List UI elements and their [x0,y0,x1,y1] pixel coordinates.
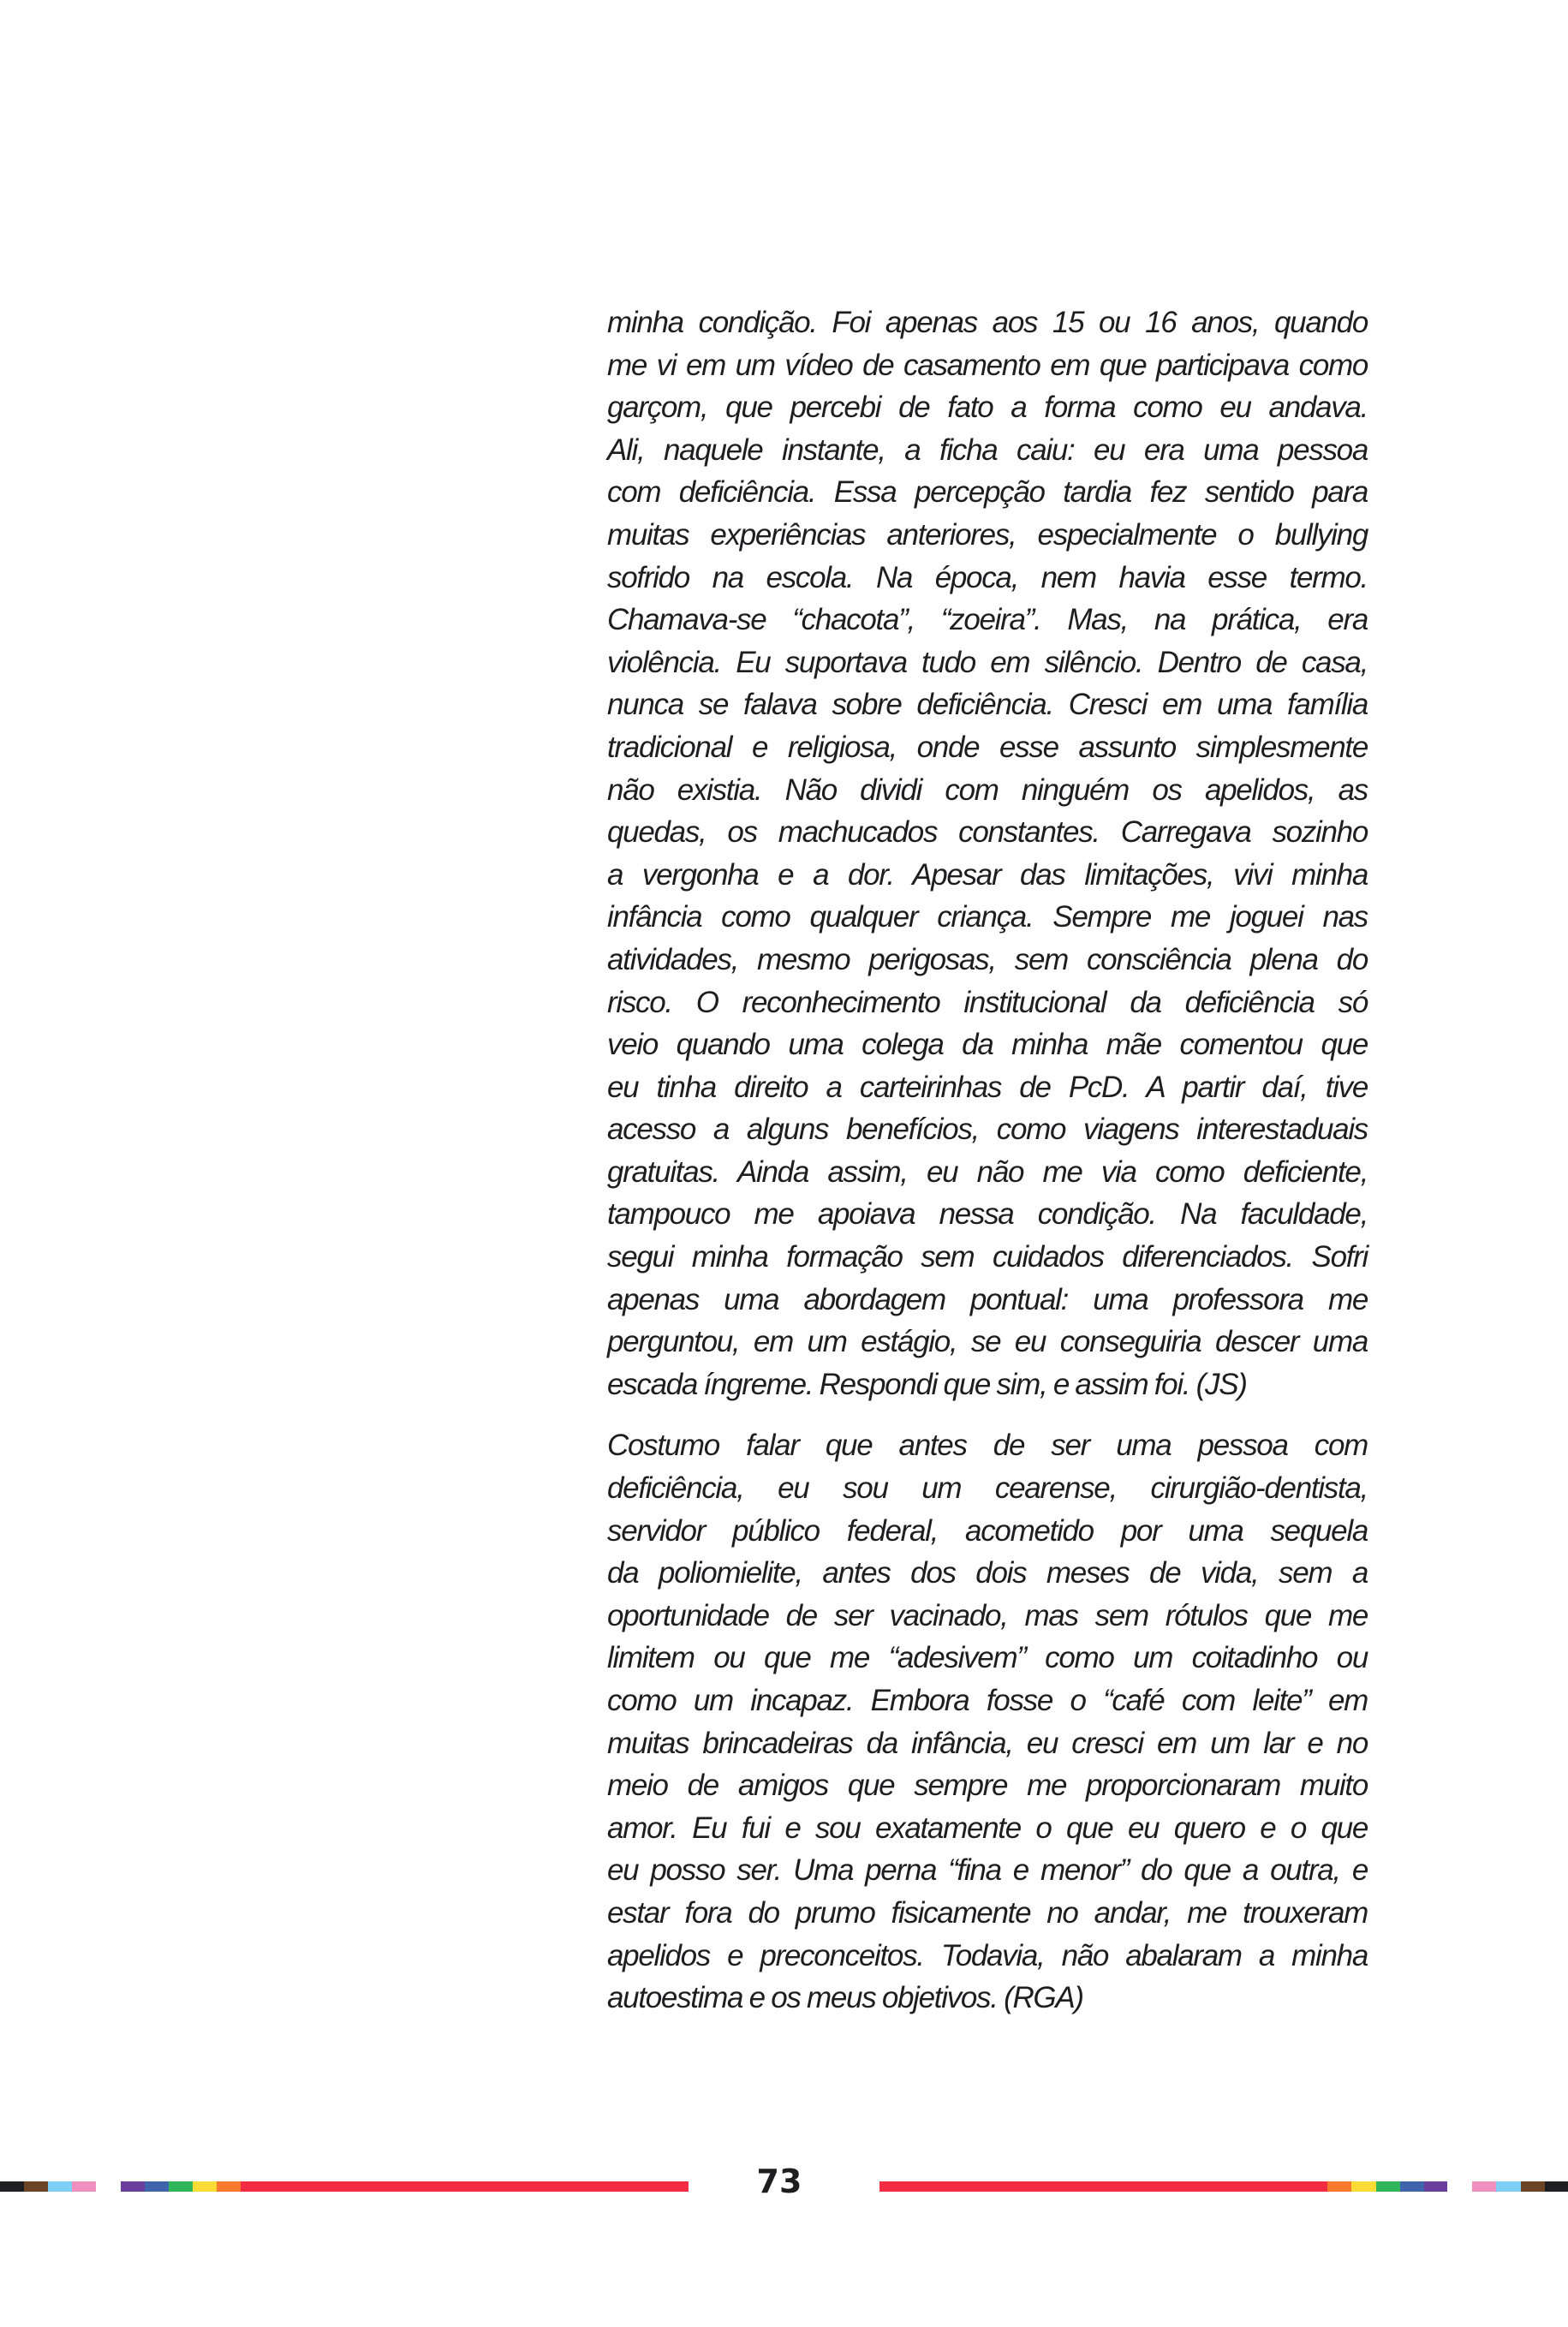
text-line: muitas experiências anteriores, especialmente o bullying [607,517,1368,552]
page-number: 73 [756,2163,802,2200]
text-line: Costumo falar que antes de ser uma pessoa com [607,1429,1368,1463]
text-line: Ali, naquele instante, a ficha caiu: eu era uma pessoa [607,433,1368,467]
text-line: garçom, que percebi de fato a forma como eu andava. [607,391,1368,425]
text-line: meio de amigos que sempre me proporcionaram muito [607,1769,1368,1803]
stripe-segment-red [879,2181,1327,2192]
text-line: acesso a alguns benefícios, como viagens interestaduais [607,1113,1368,1147]
text-line: quedas, os machucados constantes. Carregava sozinho [607,815,1368,850]
stripe-segment-brown [1521,2181,1545,2192]
testimony-paragraph-rga [607,1424,1368,2019]
text-line: me vi em um vídeo de casamento em que participava como [607,348,1368,382]
stripe-segment-yellow [193,2181,217,2192]
text-line: limitem ou que me “adesivem” como um coitadinho ou [607,1641,1368,1675]
text-line: gratuitas. Ainda assim, eu não me via como deficiente, [607,1155,1368,1189]
text-line: atividades, mesmo perigosas, sem consciência plena do [607,942,1368,976]
text-line: oportunidade de ser vacinado, mas sem rótulos que me [607,1598,1368,1632]
text-line: da poliomielite, antes dos dois meses de vida, sem a [607,1556,1368,1590]
stripe-segment-pink [72,2181,96,2192]
text-line: segui minha formação sem cuidados diferenciados. Sofri [607,1240,1368,1274]
text-line: violência. Eu suportava tudo em silêncio. Dentro de casa, [607,645,1368,679]
text-line: autoestima e os meus objetivos. (RGA) [607,1981,1083,2015]
text-line: Chamava-se “chacota”, “zoeira”. Mas, na prática, era [607,603,1368,637]
stripe-segment-light-blue [1496,2181,1521,2192]
text-line: servidor público federal, acometido por uma sequela [607,1513,1368,1548]
testimony-paragraph-js [607,301,1368,1405]
text-line: muitas brincadeiras da infância, eu cresci em um lar e no [607,1726,1368,1760]
stripe-segment-pink [1472,2181,1496,2192]
text-line: minha condição. Foi apenas aos 15 ou 16 anos, quando [607,306,1368,339]
stripe-segment-green [1376,2181,1400,2192]
stripe-segment-purple [1424,2181,1447,2192]
stripe-segment-yellow [1351,2181,1376,2192]
text-line: apelidos e preconceitos. Todavia, não abalaram a minha [607,1938,1368,1972]
stripe-segment-red [241,2181,689,2192]
text-line: deficiência, eu sou um cearense, cirurgião-dentista, [607,1471,1368,1506]
text-line: infância como qualquer criança. Sempre me joguei nas [607,900,1368,934]
text-line: como um incapaz. Embora fosse o “café com leite” em [607,1684,1368,1717]
text-line: veio quando uma colega da minha mãe comentou que [607,1028,1368,1062]
stripe-segment-orange [217,2181,241,2192]
text-line: eu tinha direito a carteirinhas de PcD. A partir daí, tive [607,1070,1368,1104]
text-line: tradicional e religiosa, onde esse assunto simplesmente [607,730,1368,764]
text-line: não existia. Não dividi com ninguém os apelidos, as [607,773,1368,807]
text-line: sofrido na escola. Na época, nem havia esse termo. [607,560,1368,594]
text-line: apenas uma abordagem pontual: uma professora me [607,1282,1368,1316]
text-line: tampouco me apoiava nessa condição. Na faculdade, [607,1197,1368,1232]
text-line: amor. Eu fui e sou exatamente o que eu quero e o que [607,1811,1368,1845]
stripe-segment-light-blue [48,2181,72,2192]
text-line: a vergonha e a dor. Apesar das limitações, vivi minha [607,857,1368,892]
text-line: nunca se falava sobre deficiência. Cresci em uma família [607,688,1368,722]
stripe-segment-purple [121,2181,145,2192]
stripe-segment-blue [145,2181,169,2192]
stripe-segment-black [1545,2181,1568,2192]
text-line: perguntou, em um estágio, se eu conseguiria descer uma [607,1325,1368,1359]
text-line: eu posso ser. Uma perna “fina e menor” do que a outra, e [607,1853,1368,1888]
text-line: com deficiência. Essa percepção tardia fez sentido para [607,475,1368,510]
stripe-segment-green [169,2181,193,2192]
stripe-segment-blue [1400,2181,1424,2192]
stripe-segment-black [0,2181,24,2192]
text-line: risco. O reconhecimento institucional da deficiência só [607,985,1368,1019]
text-column [607,301,1368,2020]
text-line: estar fora do prumo fisicamente no andar, me trouxeram [607,1895,1368,1930]
text-line: escada íngreme. Respondi que sim, e assim foi. (JS) [607,1367,1247,1401]
stripe-segment-orange [1327,2181,1351,2192]
stripe-segment-brown [24,2181,48,2192]
